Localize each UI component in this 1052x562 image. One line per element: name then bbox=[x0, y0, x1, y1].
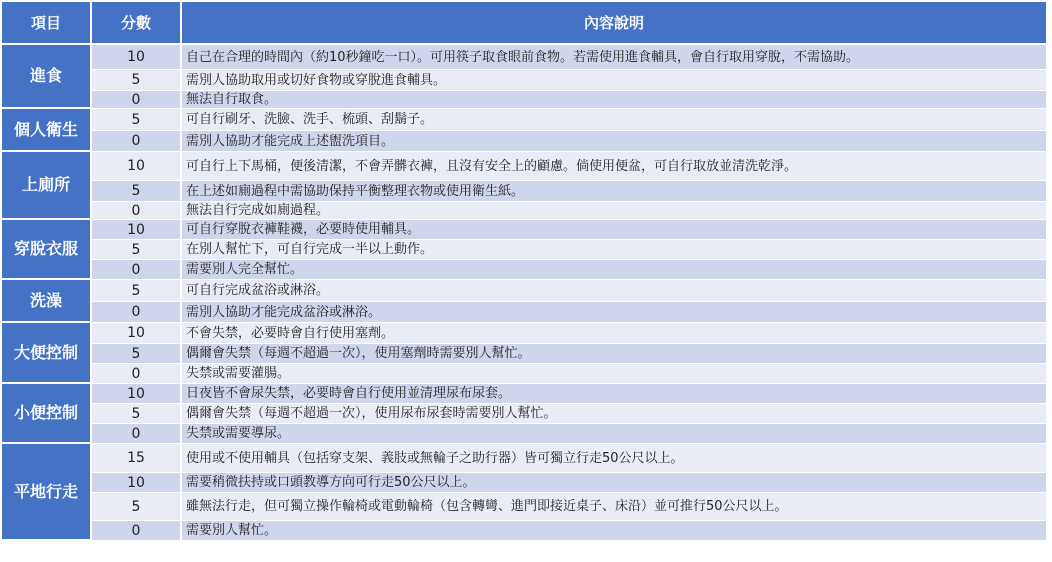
table-row bbox=[2, 220, 1048, 240]
category-cell: 洗澡 bbox=[2, 280, 92, 323]
table-row bbox=[2, 202, 1048, 220]
description-cell: 偶爾會失禁（每週不超過一次），使用尿布尿套時需要別人幫忙。 bbox=[182, 404, 1048, 424]
score-cell: 5 bbox=[92, 280, 182, 302]
table-row bbox=[2, 302, 1048, 323]
description-cell: 自己在合理的時間內（約10秒鐘吃一口）。可用筷子取食眼前食物。若需使用進食輔具，會自行取用穿脫，不需協助。 bbox=[182, 45, 1048, 70]
score-cell: 10 bbox=[92, 384, 182, 404]
description-cell: 在上述如廁過程中需協助保持平衡整理衣物或使用衛生紙。 bbox=[182, 181, 1048, 202]
table-row bbox=[2, 280, 1048, 302]
description-cell: 使用或不使用輔具（包括穿支架、義肢或無輪子之助行器）皆可獨立行走50公尺以上。 bbox=[182, 444, 1048, 473]
category-cell: 大便控制 bbox=[2, 323, 92, 384]
table-row bbox=[2, 424, 1048, 444]
score-cell: 15 bbox=[92, 444, 182, 473]
description-cell: 無法自行取食。 bbox=[182, 91, 1048, 109]
table-row bbox=[2, 240, 1048, 260]
score-cell: 10 bbox=[92, 152, 182, 181]
table-row bbox=[2, 344, 1048, 364]
description-cell: 失禁或需要灌腸。 bbox=[182, 364, 1048, 384]
description-cell: 需別人協助取用或切好食物或穿脫進食輔具。 bbox=[182, 70, 1048, 91]
header-score: 分數 bbox=[92, 2, 182, 45]
description-cell: 雖無法行走，但可獨立操作輪椅或電動輪椅（包含轉彎、進門即接近桌子、床沿）並可推行50公尺以上。 bbox=[182, 493, 1048, 521]
description-cell: 需別人協助才能完成盆浴或淋浴。 bbox=[182, 302, 1048, 323]
table-row bbox=[2, 473, 1048, 493]
score-cell: 5 bbox=[92, 70, 182, 91]
category-cell: 進食 bbox=[2, 45, 92, 109]
table-row bbox=[2, 323, 1048, 344]
description-cell: 可自行刷牙、洗臉、洗手、梳頭、刮鬍子。 bbox=[182, 109, 1048, 131]
description-cell: 偶爾會失禁（每週不超過一次），使用塞劑時需要別人幫忙。 bbox=[182, 344, 1048, 364]
score-cell: 5 bbox=[92, 181, 182, 202]
score-cell: 5 bbox=[92, 344, 182, 364]
score-cell: 0 bbox=[92, 424, 182, 444]
score-cell: 10 bbox=[92, 323, 182, 344]
score-cell: 10 bbox=[92, 45, 182, 70]
table-row bbox=[2, 364, 1048, 384]
barthel-index-table bbox=[2, 2, 1048, 541]
table-row bbox=[2, 493, 1048, 521]
score-cell: 0 bbox=[92, 260, 182, 280]
description-cell: 在別人幫忙下，可自行完成一半以上動作。 bbox=[182, 240, 1048, 260]
table-row bbox=[2, 152, 1048, 181]
header-description: 內容說明 bbox=[182, 2, 1048, 45]
score-cell: 0 bbox=[92, 521, 182, 541]
table-row bbox=[2, 70, 1048, 91]
score-cell: 0 bbox=[92, 302, 182, 323]
score-cell: 0 bbox=[92, 91, 182, 109]
category-cell: 平地行走 bbox=[2, 444, 92, 541]
description-cell: 需要稍微扶持或口頭教導方向可行走50公尺以上。 bbox=[182, 473, 1048, 493]
score-cell: 5 bbox=[92, 240, 182, 260]
score-cell: 5 bbox=[92, 404, 182, 424]
table-row bbox=[2, 521, 1048, 541]
table-row bbox=[2, 260, 1048, 280]
score-cell: 0 bbox=[92, 364, 182, 384]
header-row bbox=[2, 2, 1048, 45]
score-cell: 5 bbox=[92, 493, 182, 521]
table-row bbox=[2, 444, 1048, 473]
description-cell: 需要別人完全幫忙。 bbox=[182, 260, 1048, 280]
table-row bbox=[2, 384, 1048, 404]
score-cell: 10 bbox=[92, 220, 182, 240]
score-cell: 0 bbox=[92, 131, 182, 152]
description-cell: 可自行穿脫衣褲鞋襪，必要時使用輔具。 bbox=[182, 220, 1048, 240]
description-cell: 可自行上下馬桶，便後清潔，不會弄髒衣褲，且沒有安全上的顧慮。倘使用便盆，可自行取放並清洗乾淨。 bbox=[182, 152, 1048, 181]
score-cell: 0 bbox=[92, 202, 182, 220]
description-cell: 無法自行完成如廁過程。 bbox=[182, 202, 1048, 220]
description-cell: 不會失禁，必要時會自行使用塞劑。 bbox=[182, 323, 1048, 344]
score-cell: 10 bbox=[92, 473, 182, 493]
score-cell: 5 bbox=[92, 109, 182, 131]
category-cell: 個人衛生 bbox=[2, 109, 92, 152]
table-row bbox=[2, 109, 1048, 131]
description-cell: 失禁或需要導尿。 bbox=[182, 424, 1048, 444]
category-cell: 穿脫衣服 bbox=[2, 220, 92, 280]
table-row bbox=[2, 131, 1048, 152]
description-cell: 需別人協助才能完成上述盥洗項目。 bbox=[182, 131, 1048, 152]
table-row bbox=[2, 45, 1048, 70]
description-cell: 日夜皆不會尿失禁，必要時會自行使用並清理尿布尿套。 bbox=[182, 384, 1048, 404]
category-cell: 小便控制 bbox=[2, 384, 92, 444]
table-row bbox=[2, 181, 1048, 202]
table-row bbox=[2, 91, 1048, 109]
description-cell: 需要別人幫忙。 bbox=[182, 521, 1048, 541]
description-cell: 可自行完成盆浴或淋浴。 bbox=[182, 280, 1048, 302]
category-cell: 上廁所 bbox=[2, 152, 92, 220]
table-body bbox=[2, 45, 1048, 541]
header-item: 項目 bbox=[2, 2, 92, 45]
table-row bbox=[2, 404, 1048, 424]
